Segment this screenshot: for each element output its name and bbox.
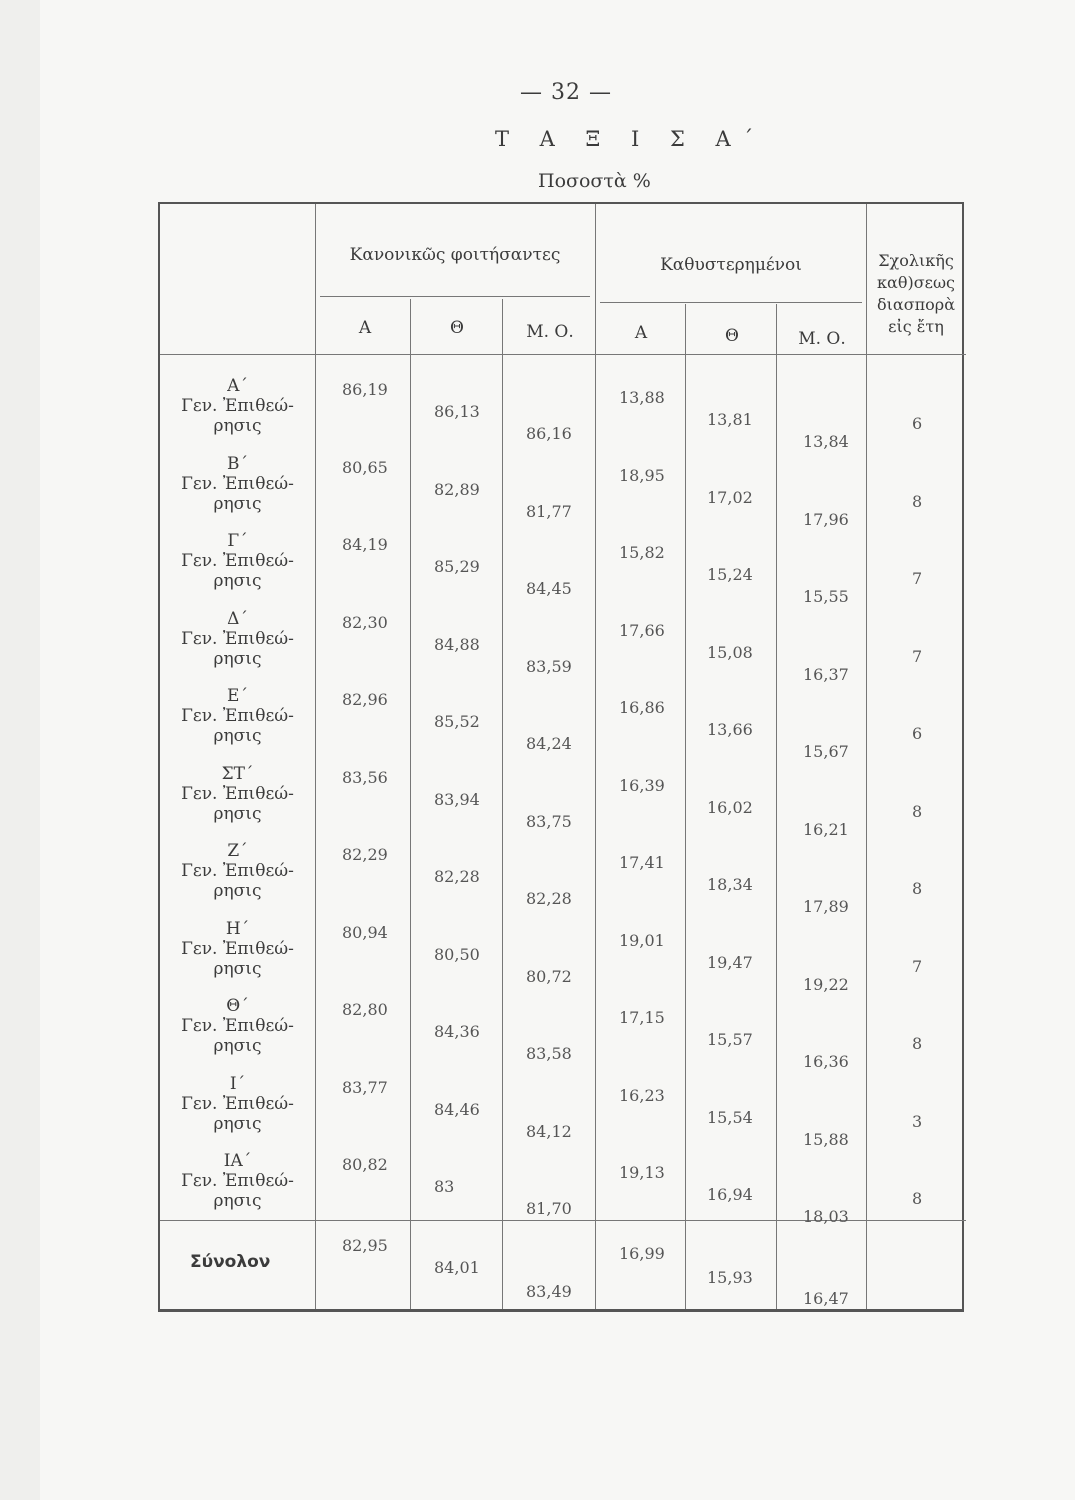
row-label <box>160 1074 315 1134</box>
table-cell-rm: 84,12 <box>526 1121 572 1141</box>
table-cell-dt: 18,34 <box>707 875 753 894</box>
row-label <box>160 919 315 979</box>
table-cell-dm: 16,36 <box>803 1052 849 1071</box>
total-regular-a: 82,95 <box>342 1236 388 1255</box>
table-cell-ra: 80,94 <box>342 922 388 942</box>
table-cell-ra: 80,82 <box>342 1155 388 1174</box>
table-cell-ra: 82,29 <box>342 845 388 864</box>
table-cell-rt: 82,28 <box>434 867 480 886</box>
row-label-line: ρησις <box>213 1191 262 1211</box>
total-label: Σύνολον <box>190 1252 271 1272</box>
table-cell-dt: 15,24 <box>707 565 753 584</box>
col-divider <box>410 299 411 1309</box>
row-label-line: ρησις <box>213 571 262 591</box>
table-cell-dt: 17,02 <box>707 487 753 507</box>
table-cell-rm: 82,28 <box>526 889 572 908</box>
row-label-line: Γεν. Ἐπιθεώ- <box>181 396 294 416</box>
table-cell-dm: 16,37 <box>803 664 849 684</box>
table-cell-ra: 83,56 <box>342 767 388 787</box>
table-cell-da: 17,15 <box>619 1008 665 1027</box>
table-cell-rt: 80,50 <box>434 944 480 964</box>
table-cell-da: 15,82 <box>619 543 665 562</box>
table-cell-dt: 13,81 <box>707 410 753 429</box>
table-cell-rt: 84,36 <box>434 1022 480 1041</box>
row-label-line: Γ΄ <box>227 531 248 551</box>
table-cell-sp: 6 <box>912 724 923 743</box>
table-cell-dm: 15,55 <box>803 587 849 606</box>
page-title: Τ Α Ξ Ι Σ Α΄ <box>495 127 766 151</box>
row-label <box>160 531 315 591</box>
table-cell-rm: 81,70 <box>526 1199 572 1218</box>
table-cell-dm: 13,84 <box>803 432 849 451</box>
header-spread-group <box>868 250 964 338</box>
header-spread-line: διασπορὰ <box>877 295 955 314</box>
table-cell-sp: 7 <box>912 569 923 588</box>
table-cell-rm: 83,59 <box>526 656 572 676</box>
row-label-line: Γεν. Ἐπιθεώ- <box>181 938 294 959</box>
table-cell-da: 18,95 <box>619 465 665 485</box>
table-cell-da: 19,01 <box>619 930 665 950</box>
col-divider <box>595 204 596 1309</box>
row-label-line: ρησις <box>213 803 262 824</box>
table-cell-ra: 86,19 <box>342 380 388 399</box>
table-cell-ra: 82,96 <box>342 690 388 709</box>
table-cell-rm: 81,77 <box>526 501 572 521</box>
table-cell-ra: 82,30 <box>342 612 388 632</box>
header-delayed-th: Θ <box>725 326 739 346</box>
table-cell-da: 16,86 <box>619 698 665 717</box>
header-divider <box>600 302 862 303</box>
header-regular-mo: Μ. Ο. <box>526 322 574 342</box>
table-cell-dm: 17,89 <box>803 897 849 916</box>
col-divider <box>315 204 316 1309</box>
table-cell-rt: 82,89 <box>434 479 480 499</box>
header-bottom-line <box>160 354 966 355</box>
table-cell-da: 17,41 <box>619 853 665 872</box>
table-cell-rt: 83 <box>434 1177 455 1196</box>
header-divider <box>320 296 590 297</box>
row-label-line: Γεν. Ἐπιθεώ- <box>181 1093 294 1114</box>
row-label-line: Γεν. Ἐπιθεώ- <box>181 783 294 804</box>
table-cell-sp: 8 <box>912 879 923 898</box>
table-cell-dt: 16,02 <box>707 797 753 817</box>
table-cell-rm: 83,58 <box>526 1044 572 1063</box>
row-label-line: Θ΄ <box>226 996 249 1016</box>
header-regular-group: Κανονικῶς φοιτήσαντες <box>349 245 561 265</box>
header-spread-line: εἰς ἔτη <box>888 317 944 336</box>
row-label-line: ρησις <box>213 1036 262 1056</box>
row-label-line: Γεν. Ἐπιθεώ- <box>181 473 294 494</box>
row-label-line: Ε΄ <box>227 686 248 706</box>
table-cell-sp: 3 <box>912 1111 923 1131</box>
table-cell-dm: 16,21 <box>803 819 849 839</box>
table-cell-rt: 86,13 <box>434 402 480 421</box>
table-cell-dm: 19,22 <box>803 974 849 994</box>
table-cell-rm: 83,75 <box>526 811 572 831</box>
row-label-line: Γεν. Ἐπιθεώ- <box>181 861 294 881</box>
col-divider <box>502 299 503 1309</box>
table-cell-da: 19,13 <box>619 1163 665 1182</box>
page-subtitle: Ποσοστὰ % <box>538 170 651 192</box>
row-label <box>160 686 315 746</box>
table-cell-dt: 15,08 <box>707 642 753 662</box>
total-regular-mo: 83,49 <box>526 1282 572 1301</box>
table-cell-da: 17,66 <box>619 620 665 640</box>
header-regular-th: Θ <box>450 318 464 338</box>
header-delayed-mo: Μ. Ο. <box>798 329 846 349</box>
header-spread-line: Σχολικῆς <box>878 251 954 270</box>
total-delayed-a: 16,99 <box>619 1244 665 1263</box>
table-cell-sp: 8 <box>912 1034 923 1053</box>
col-divider <box>685 304 686 1309</box>
table-cell-rt: 85,52 <box>434 712 480 731</box>
table-cell-dt: 19,47 <box>707 952 753 972</box>
table-cell-rm: 84,24 <box>526 734 572 753</box>
header-spread-line: καθ)σεως <box>877 273 955 292</box>
header-delayed-group: Καθυστερημένοι <box>660 255 802 275</box>
table-cell-rt: 83,94 <box>434 789 480 809</box>
table-cell-rm: 86,16 <box>526 424 572 443</box>
statistics-table <box>158 202 964 1312</box>
row-label <box>160 609 315 669</box>
row-label-line: Ι΄ <box>229 1073 246 1094</box>
row-label-line: Γεν. Ἐπιθεώ- <box>181 628 294 649</box>
row-label <box>160 841 315 901</box>
table-cell-sp: 7 <box>912 956 923 976</box>
row-label-line: Ζ΄ <box>227 841 248 861</box>
table-cell-rt: 84,88 <box>434 634 480 654</box>
table-cell-rt: 85,29 <box>434 557 480 576</box>
row-label <box>160 376 315 436</box>
table-cell-dt: 15,54 <box>707 1107 753 1127</box>
table-cell-da: 16,39 <box>619 775 665 795</box>
table-cell-da: 13,88 <box>619 388 665 407</box>
row-label-line: Α΄ <box>227 376 248 396</box>
col-divider <box>866 204 867 1309</box>
header-delayed-a: Α <box>634 323 648 343</box>
row-label-line: ΙΑ΄ <box>223 1151 252 1171</box>
header-regular-a: Α <box>358 318 372 338</box>
table-cell-ra: 84,19 <box>342 535 388 554</box>
row-label-line: ρησις <box>213 958 262 979</box>
row-label-line: ρησις <box>213 726 262 746</box>
table-cell-dt: 15,57 <box>707 1030 753 1049</box>
col-divider <box>776 304 777 1309</box>
row-label-line: ρησις <box>213 416 262 436</box>
table-cell-rm: 80,72 <box>526 966 572 986</box>
table-cell-sp: 8 <box>912 1189 923 1208</box>
row-label-line: ρησις <box>213 1113 262 1134</box>
row-label-line: Γεν. Ἐπιθεώ- <box>181 1016 294 1036</box>
table-cell-ra: 80,65 <box>342 457 388 477</box>
row-label-line: ρησις <box>213 881 262 901</box>
table-cell-dm: 15,88 <box>803 1129 849 1149</box>
page-number: — 32 — <box>520 80 612 105</box>
table-cell-sp: 7 <box>912 646 923 666</box>
table-cell-dt: 13,66 <box>707 720 753 739</box>
total-delayed-th: 15,93 <box>707 1268 753 1287</box>
row-label-line: ρησις <box>213 493 262 514</box>
row-label-line: Β΄ <box>227 453 248 474</box>
table-cell-sp: 8 <box>912 801 923 821</box>
table-cell-sp: 6 <box>912 414 923 433</box>
table-cell-rm: 84,45 <box>526 579 572 598</box>
table-cell-rt: 84,46 <box>434 1099 480 1119</box>
table-cell-dm: 18,03 <box>803 1207 849 1226</box>
row-label-line: Γεν. Ἐπιθεώ- <box>181 1171 294 1191</box>
table-cell-dm: 17,96 <box>803 509 849 529</box>
table-cell-sp: 8 <box>912 491 923 511</box>
row-label <box>160 764 315 824</box>
table-cell-ra: 82,80 <box>342 1000 388 1019</box>
row-label-line: Γεν. Ἐπιθεώ- <box>181 706 294 726</box>
row-label <box>160 1151 315 1211</box>
row-label-line: Γεν. Ἐπιθεώ- <box>181 551 294 571</box>
row-label-line: Η΄ <box>225 918 250 939</box>
total-regular-th: 84,01 <box>434 1258 480 1277</box>
row-label <box>160 454 315 514</box>
table-cell-dm: 15,67 <box>803 742 849 761</box>
row-label-line: ρησις <box>213 648 262 669</box>
total-delayed-mo: 16,47 <box>803 1289 849 1308</box>
table-cell-da: 16,23 <box>619 1085 665 1105</box>
table-cell-ra: 83,77 <box>342 1077 388 1097</box>
row-label-line: Δ΄ <box>227 608 248 629</box>
row-label-line: ΣΤ΄ <box>221 763 254 784</box>
table-cell-dt: 16,94 <box>707 1185 753 1204</box>
row-label <box>160 996 315 1056</box>
